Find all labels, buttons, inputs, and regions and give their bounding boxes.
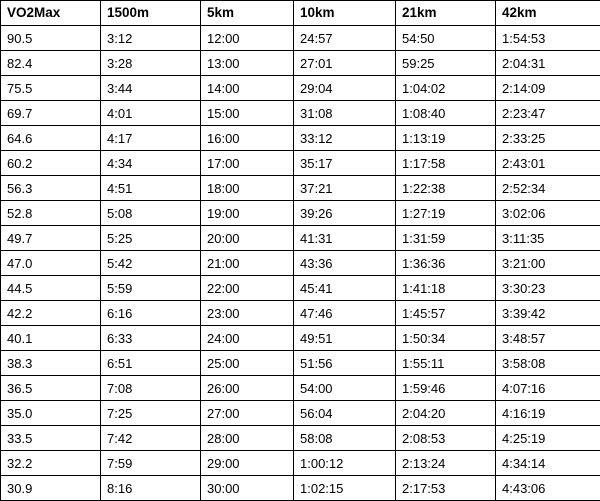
table-cell: 2:17:53 — [396, 476, 496, 501]
table-cell: 2:14:09 — [496, 76, 600, 101]
table-cell: 54:00 — [294, 376, 396, 401]
table-cell: 69.7 — [1, 101, 101, 126]
table-cell: 24:57 — [294, 26, 396, 51]
table-cell: 1:41:18 — [396, 276, 496, 301]
table-cell: 2:52:34 — [496, 176, 600, 201]
table-cell: 45:41 — [294, 276, 396, 301]
table-cell: 36.5 — [1, 376, 101, 401]
table-row — [1, 276, 600, 301]
table-cell: 27:00 — [201, 401, 294, 426]
table-cell: 5:08 — [101, 201, 201, 226]
table-cell: 5:59 — [101, 276, 201, 301]
table-row — [1, 101, 600, 126]
table-row — [1, 226, 600, 251]
table-cell: 37:21 — [294, 176, 396, 201]
table-cell: 56.3 — [1, 176, 101, 201]
table-cell: 2:13:24 — [396, 451, 496, 476]
table-cell: 90.5 — [1, 26, 101, 51]
table-row — [1, 176, 600, 201]
table-cell: 4:01 — [101, 101, 201, 126]
table-cell: 2:04:31 — [496, 51, 600, 76]
table-cell: 1:17:58 — [396, 151, 496, 176]
table-cell: 1:31:59 — [396, 226, 496, 251]
table-cell: 24:00 — [201, 326, 294, 351]
table-cell: 20:00 — [201, 226, 294, 251]
table-cell: 26:00 — [201, 376, 294, 401]
table-cell: 17:00 — [201, 151, 294, 176]
table-row — [1, 51, 600, 76]
table-cell: 1:45:57 — [396, 301, 496, 326]
table-cell: 82.4 — [1, 51, 101, 76]
table-cell: 6:16 — [101, 301, 201, 326]
table-cell: 1:50:34 — [396, 326, 496, 351]
table-cell: 16:00 — [201, 126, 294, 151]
table-cell: 51:56 — [294, 351, 396, 376]
table-cell: 18:00 — [201, 176, 294, 201]
table-row — [1, 251, 600, 276]
table-cell: 60.2 — [1, 151, 101, 176]
table-cell: 52.8 — [1, 201, 101, 226]
table-cell: 1:59:46 — [396, 376, 496, 401]
table-row — [1, 301, 600, 326]
table-cell: 22:00 — [201, 276, 294, 301]
table-cell: 12:00 — [201, 26, 294, 51]
table-cell: 25:00 — [201, 351, 294, 376]
table-cell: 3:44 — [101, 76, 201, 101]
table-row — [1, 376, 600, 401]
table-cell: 30.9 — [1, 476, 101, 501]
table-cell: 59:25 — [396, 51, 496, 76]
table-cell: 41:31 — [294, 226, 396, 251]
table-cell: 3:58:08 — [496, 351, 600, 376]
table-cell: 40.1 — [1, 326, 101, 351]
table-cell: 54:50 — [396, 26, 496, 51]
table-cell: 13:00 — [201, 51, 294, 76]
table-cell: 14:00 — [201, 76, 294, 101]
table-cell: 3:02:06 — [496, 201, 600, 226]
table-cell: 47:46 — [294, 301, 396, 326]
table-cell: 1:27:19 — [396, 201, 496, 226]
table-row — [1, 401, 600, 426]
table-cell: 64.6 — [1, 126, 101, 151]
table-cell: 1:04:02 — [396, 76, 496, 101]
table-cell: 4:34 — [101, 151, 201, 176]
table-row — [1, 326, 600, 351]
table-row — [1, 451, 600, 476]
table-cell: 28:00 — [201, 426, 294, 451]
table-cell: 7:59 — [101, 451, 201, 476]
table-cell: 31:08 — [294, 101, 396, 126]
table-cell: 4:16:19 — [496, 401, 600, 426]
table-cell: 7:42 — [101, 426, 201, 451]
table-cell: 7:25 — [101, 401, 201, 426]
table-cell: 4:43:06 — [496, 476, 600, 501]
table-cell: 6:51 — [101, 351, 201, 376]
table-cell: 5:42 — [101, 251, 201, 276]
table-cell: 35:17 — [294, 151, 396, 176]
table-cell: 6:33 — [101, 326, 201, 351]
table-cell: 7:08 — [101, 376, 201, 401]
table-cell: 4:25:19 — [496, 426, 600, 451]
table-row — [1, 426, 600, 451]
table-cell: 15:00 — [201, 101, 294, 126]
table-cell: 1:02:15 — [294, 476, 396, 501]
table-cell: 27:01 — [294, 51, 396, 76]
column-header-10km: 10km — [294, 1, 396, 26]
table-cell: 33.5 — [1, 426, 101, 451]
table-cell: 58:08 — [294, 426, 396, 451]
column-header-1500m: 1500m — [101, 1, 201, 26]
table-cell: 2:33:25 — [496, 126, 600, 151]
table-body — [1, 26, 600, 501]
table-cell: 21:00 — [201, 251, 294, 276]
table-cell: 49.7 — [1, 226, 101, 251]
table-cell: 75.5 — [1, 76, 101, 101]
table-cell: 4:34:14 — [496, 451, 600, 476]
table-cell: 1:36:36 — [396, 251, 496, 276]
table-cell: 43:36 — [294, 251, 396, 276]
table-cell: 4:51 — [101, 176, 201, 201]
table-cell: 1:00:12 — [294, 451, 396, 476]
column-header-vo2max: VO2Max — [1, 1, 101, 26]
table-header-row — [1, 1, 600, 26]
table-cell: 19:00 — [201, 201, 294, 226]
table-cell: 3:12 — [101, 26, 201, 51]
table-cell: 2:08:53 — [396, 426, 496, 451]
table-cell: 8:16 — [101, 476, 201, 501]
table-cell: 56:04 — [294, 401, 396, 426]
table-cell: 44.5 — [1, 276, 101, 301]
table-cell: 2:43:01 — [496, 151, 600, 176]
table-cell: 39:26 — [294, 201, 396, 226]
table-row — [1, 126, 600, 151]
table-row — [1, 201, 600, 226]
table-cell: 1:22:38 — [396, 176, 496, 201]
table-cell: 3:30:23 — [496, 276, 600, 301]
table-cell: 5:25 — [101, 226, 201, 251]
table-cell: 32.2 — [1, 451, 101, 476]
table-row — [1, 151, 600, 176]
table-cell: 3:11:35 — [496, 226, 600, 251]
table-row — [1, 476, 600, 501]
table-cell: 1:13:19 — [396, 126, 496, 151]
table-cell: 33:12 — [294, 126, 396, 151]
table-cell: 3:39:42 — [496, 301, 600, 326]
table-cell: 4:07:16 — [496, 376, 600, 401]
table-cell: 29:04 — [294, 76, 396, 101]
column-header-21km: 21km — [396, 1, 496, 26]
column-header-5km: 5km — [201, 1, 294, 26]
table-cell: 38.3 — [1, 351, 101, 376]
table-cell: 3:28 — [101, 51, 201, 76]
table-cell: 49:51 — [294, 326, 396, 351]
table-row — [1, 26, 600, 51]
table-cell: 1:08:40 — [396, 101, 496, 126]
table-cell: 4:17 — [101, 126, 201, 151]
table-cell: 1:55:11 — [396, 351, 496, 376]
table-header — [1, 1, 600, 26]
table-cell: 47.0 — [1, 251, 101, 276]
table-cell: 2:04:20 — [396, 401, 496, 426]
table-cell: 23:00 — [201, 301, 294, 326]
table-row — [1, 76, 600, 101]
table-cell: 42.2 — [1, 301, 101, 326]
table-cell: 3:48:57 — [496, 326, 600, 351]
table-cell: 30:00 — [201, 476, 294, 501]
table-row — [1, 351, 600, 376]
table-cell: 3:21:00 — [496, 251, 600, 276]
table-cell: 35.0 — [1, 401, 101, 426]
table-cell: 29:00 — [201, 451, 294, 476]
table-cell: 1:54:53 — [496, 26, 600, 51]
table-cell: 2:23:47 — [496, 101, 600, 126]
column-header-42km: 42km — [496, 1, 600, 26]
